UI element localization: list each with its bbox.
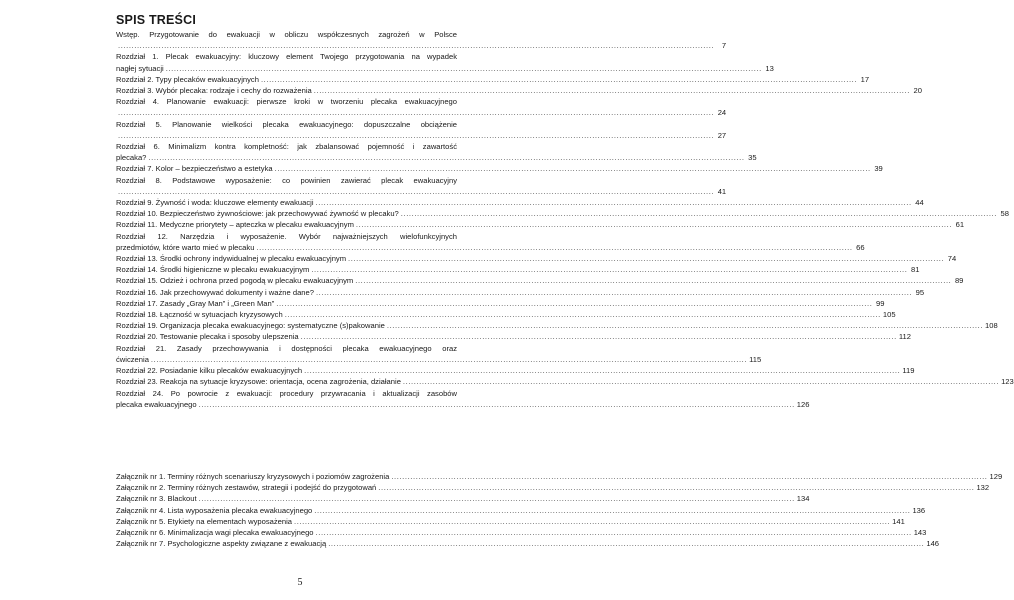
annex-entry-text: Załącznik nr 6. Minimalizacja wagi plecaka ewakuacyjnego bbox=[116, 528, 314, 538]
dot-leader: ............................................................................................................................................................................................................................ bbox=[148, 153, 745, 163]
toc-entry-text: Rozdział 9. Żywność i woda: kluczowe elementy ewakuacji bbox=[116, 198, 314, 208]
toc-entry-text: Rozdział 22. Posiadanie kilku plecaków ewakuacyjnych bbox=[116, 366, 303, 376]
toc-entry-page: 20 bbox=[913, 86, 922, 96]
toc-entry-text: Rozdział 3. Wybór plecaka: rodzaje i cechy do rozważenia bbox=[116, 86, 312, 96]
toc-entry-text: Rozdział 20. Testowanie plecaka i sposoby ulepszenia bbox=[116, 332, 299, 342]
annex-entry-text: Załącznik nr 2. Terminy różnych zestawów, strategii i podejść do przygotowań bbox=[116, 483, 377, 493]
toc-entry bbox=[116, 388, 810, 410]
toc-entry bbox=[116, 231, 865, 253]
toc-entry-page: 7 bbox=[721, 41, 727, 51]
annex-entry-page: 129 bbox=[989, 472, 1003, 481]
annex-entry-page: 136 bbox=[912, 505, 926, 515]
toc-entry-text: Rozdział 10. Bezpieczeństwo żywnościowe: jak przechowywać żywność w plecaku? bbox=[116, 209, 399, 219]
dot-leader: ............................................................................................................................................................................................................................ bbox=[284, 310, 881, 320]
toc-chapters bbox=[116, 29, 1014, 410]
annex-entry-text: Załącznik nr 1. Terminy różnych scenariuszy kryzysowych i poziomów zagrożenia bbox=[116, 472, 390, 481]
toc-entry bbox=[116, 51, 774, 73]
dot-leader: ............................................................................................................................................................................................................................ bbox=[315, 528, 912, 538]
toc-entry-text: Rozdział 11. Medyczne priorytety – apteczka w plecaku ewakuacyjnym bbox=[116, 220, 354, 230]
toc-entry-page: 105 bbox=[882, 310, 896, 320]
toc-entry-text: nagłej sytuacji bbox=[116, 63, 164, 73]
annex-entry-page: 146 bbox=[926, 539, 940, 549]
toc-entry-text: Wstęp. Przygotowanie do ewakuacji w obliczu współczesnych zagrożeń w Polsce bbox=[116, 30, 457, 39]
toc-entry-text: Rozdział 13. Środki ochrony indywidualnej w plecaku ewakuacyjnym bbox=[116, 254, 347, 264]
toc-entry-text: Rozdział 2. Typy plecaków ewakuacyjnych bbox=[116, 74, 259, 84]
dot-leader: ............................................................................................................................................................................................................................ bbox=[348, 254, 945, 264]
toc-entry bbox=[116, 264, 920, 275]
toc-entry-page: 35 bbox=[748, 153, 757, 163]
toc-entry-page: 112 bbox=[898, 332, 911, 342]
toc-entry-page: 126 bbox=[796, 399, 810, 409]
annex-entry bbox=[116, 493, 810, 504]
dot-leader: ............................................................................................................................................................................................................................ bbox=[355, 220, 953, 230]
dot-leader: ............................................................................................................................................................................................................................ bbox=[313, 86, 910, 96]
annex-entry bbox=[116, 527, 927, 538]
toc-entry bbox=[116, 219, 965, 230]
annex-entry-page: 141 bbox=[892, 516, 905, 526]
toc-entry-page: 119 bbox=[902, 366, 915, 376]
toc-entry bbox=[116, 197, 924, 208]
toc-entry-page: 95 bbox=[915, 287, 925, 297]
dot-leader: ............................................................................................................................................................................................................................ bbox=[355, 276, 952, 286]
toc-entry-text: Rozdział 6. Minimalizm kontra kompletność: jak zbalansować pojemność i zawartość bbox=[116, 142, 457, 152]
toc-entry-page: 123 bbox=[1001, 377, 1014, 387]
dot-leader: ............................................................................................................................................................................................................................ bbox=[165, 63, 762, 73]
toc-entry bbox=[116, 175, 727, 197]
toc-entry bbox=[116, 96, 727, 118]
toc-entry bbox=[116, 163, 883, 174]
toc-entry-page: 89 bbox=[954, 276, 964, 286]
toc-entry bbox=[116, 74, 870, 85]
toc-entry-page: 17 bbox=[860, 74, 870, 84]
dot-leader: ............................................................................................................................................................................................................................ bbox=[118, 41, 715, 51]
dot-leader: ............................................................................................................................................................................................................................ bbox=[328, 539, 925, 549]
toc-entry-page: 66 bbox=[856, 242, 865, 252]
annex-entry-page: 134 bbox=[796, 494, 810, 504]
toc-entry-text: ćwiczenia bbox=[116, 354, 149, 364]
annex-entry-page: 143 bbox=[913, 528, 927, 538]
dot-leader: ............................................................................................................................................................................................................................ bbox=[198, 399, 795, 409]
dot-leader: ............................................................................................................................................................................................................................ bbox=[386, 321, 984, 331]
toc-entry bbox=[116, 331, 911, 342]
toc-entry-text: Rozdział 1. Plecak ewakuacyjny: kluczowy element Twojego przygotowania na wypadek bbox=[116, 52, 457, 62]
toc-entry-page: 27 bbox=[717, 130, 727, 140]
toc-entry-text: Rozdział 24. Po powrocie z ewakuacji: procedury przywracania i aktualizacji zasobów bbox=[116, 388, 457, 398]
toc-entry-text: Rozdział 14. Środki higieniczne w plecaku ewakuacyjnym bbox=[116, 265, 310, 275]
toc-entry-text: Rozdział 16. Jak przechowywać dokumenty i ważne dane? bbox=[116, 287, 314, 297]
toc-entry-text: Rozdział 5. Planowanie wielkości plecaka ewakuacyjnego: dopuszczalne obciążenie bbox=[116, 119, 457, 129]
annex-entry-text: Załącznik nr 4. Lista wyposażenia plecaka ewakuacyjnego bbox=[116, 505, 313, 515]
dot-leader: ............................................................................................................................................................................................................................ bbox=[300, 332, 897, 342]
toc-entry-page: 61 bbox=[955, 220, 965, 230]
toc-entry bbox=[116, 376, 1014, 387]
toc-entry-text: Rozdział 15. Odzież i ochrona przed pogodą w plecaku ewakuacyjnym bbox=[116, 276, 354, 286]
toc-entry-page: 81 bbox=[911, 265, 920, 275]
toc-entry-text: Rozdział 21. Zasady przechowywania i dostępności plecaka ewakuacyjnego oraz bbox=[116, 343, 457, 353]
toc-entry bbox=[116, 85, 922, 96]
toc-entry-page: 39 bbox=[874, 164, 883, 174]
toc-entry-text: plecaka ewakuacyjnego bbox=[116, 399, 197, 409]
toc-entry bbox=[116, 119, 727, 141]
toc-entry-text: Rozdział 12. Narzędzia i wyposażenie. Wybór najważniejszych wielofunkcyjnych bbox=[116, 231, 457, 241]
dot-leader: ............................................................................................................................................................................................................................ bbox=[260, 74, 858, 84]
toc-entry-text: przedmiotów, które warto mieć w plecaku bbox=[116, 242, 255, 252]
toc-entry-page: 24 bbox=[717, 108, 727, 118]
toc-entry bbox=[116, 29, 727, 51]
toc-entry-page: 13 bbox=[765, 63, 774, 73]
dot-leader: ............................................................................................................................................................................................................................ bbox=[274, 164, 871, 174]
toc-entry bbox=[116, 343, 762, 365]
toc-entry-text: Rozdział 4. Planowanie ewakuacji: pierwsze kroki w tworzeniu plecaka ewakuacyjnego bbox=[116, 97, 457, 107]
toc-entry-page: 58 bbox=[1000, 209, 1009, 219]
toc-entry-page: 41 bbox=[717, 186, 727, 196]
toc-entry-text: Rozdział 19. Organizacja plecaka ewakuacyjnego: systematyczne (s)pakowanie bbox=[116, 321, 385, 331]
toc-annexes bbox=[116, 471, 1003, 549]
dot-leader: ............................................................................................................................................................................................................................ bbox=[150, 354, 748, 364]
annex-entry-text: Załącznik nr 7. Psychologiczne aspekty związane z ewakuacją bbox=[116, 539, 327, 549]
annex-entry-text: Załącznik nr 3. Blackout bbox=[116, 494, 197, 504]
dot-leader: ............................................................................................................................................................................................................................ bbox=[311, 265, 908, 275]
dot-leader: ............................................................................................................................................................................................................................ bbox=[378, 483, 975, 493]
toc-entry-text: Rozdział 17. Zasady „Gray Man” i „Green Man” bbox=[116, 298, 275, 308]
toc-entry-text: Rozdział 7. Kolor – bezpieczeństwo a estetyka bbox=[116, 164, 273, 174]
toc-entry bbox=[116, 298, 885, 309]
toc-entry-page: 115 bbox=[749, 354, 762, 364]
annex-entry bbox=[116, 505, 926, 516]
annex-entry bbox=[116, 482, 990, 493]
dot-leader: ............................................................................................................................................................................................................................ bbox=[118, 108, 715, 118]
dot-leader: ............................................................................................................................................................................................................................ bbox=[256, 242, 853, 252]
dot-leader: ............................................................................................................................................................................................................................ bbox=[315, 287, 913, 297]
toc-entry bbox=[116, 287, 925, 298]
annex-entry bbox=[116, 538, 940, 549]
page-number: 5 bbox=[297, 577, 303, 588]
toc-entry-page: 99 bbox=[875, 298, 885, 308]
dot-leader: ............................................................................................................................................................................................................................ bbox=[314, 505, 911, 515]
annex-entry bbox=[116, 516, 905, 527]
toc-entry bbox=[116, 208, 1009, 219]
dot-leader: ............................................................................................................................................................................................................................ bbox=[315, 198, 912, 208]
toc-entry bbox=[116, 253, 957, 264]
toc-entry-page: 74 bbox=[947, 254, 957, 264]
toc-entry-page: 108 bbox=[985, 321, 998, 331]
toc-entry bbox=[116, 275, 964, 286]
toc-entry bbox=[116, 320, 998, 331]
annex-entry-text: Załącznik nr 5. Etykiety na elementach wyposażenia bbox=[116, 516, 293, 526]
dot-leader: ............................................................................................................................................................................................................................ bbox=[294, 516, 891, 526]
toc-entry-text: Rozdział 8. Podstawowe wyposażenie: co powinien zawierać plecak ewakuacyjny bbox=[116, 175, 457, 185]
annex-entry bbox=[116, 471, 1003, 482]
toc-entry-text: Rozdział 18. Łączność w sytuacjach kryzysowych bbox=[116, 310, 283, 320]
annex-entry-page: 132 bbox=[976, 483, 990, 493]
dot-leader: ............................................................................................................................................................................................................................ bbox=[400, 209, 997, 219]
toc-entry-page: 44 bbox=[915, 198, 924, 208]
toc-entry bbox=[116, 365, 915, 376]
dot-leader: ............................................................................................................................................................................................................................ bbox=[118, 186, 715, 196]
dot-leader: ............................................................................................................................................................................................................................ bbox=[391, 472, 988, 481]
dot-leader: ............................................................................................................................................................................................................................ bbox=[402, 377, 1000, 387]
toc-entry bbox=[116, 141, 757, 163]
dot-leader: ............................................................................................................................................................................................................................ bbox=[304, 366, 901, 376]
dot-leader: ............................................................................................................................................................................................................................ bbox=[118, 130, 715, 140]
toc-title: SPIS TREŚCI bbox=[116, 13, 196, 27]
dot-leader: ............................................................................................................................................................................................................................ bbox=[276, 298, 873, 308]
toc-entry-text: Rozdział 23. Reakcja na sytuacje kryzysowe: orientacja, ocena zagrożenia, działanie bbox=[116, 377, 401, 387]
toc-entry-text: plecaka? bbox=[116, 153, 147, 163]
toc-entry bbox=[116, 309, 896, 320]
dot-leader: ............................................................................................................................................................................................................................ bbox=[198, 494, 795, 504]
